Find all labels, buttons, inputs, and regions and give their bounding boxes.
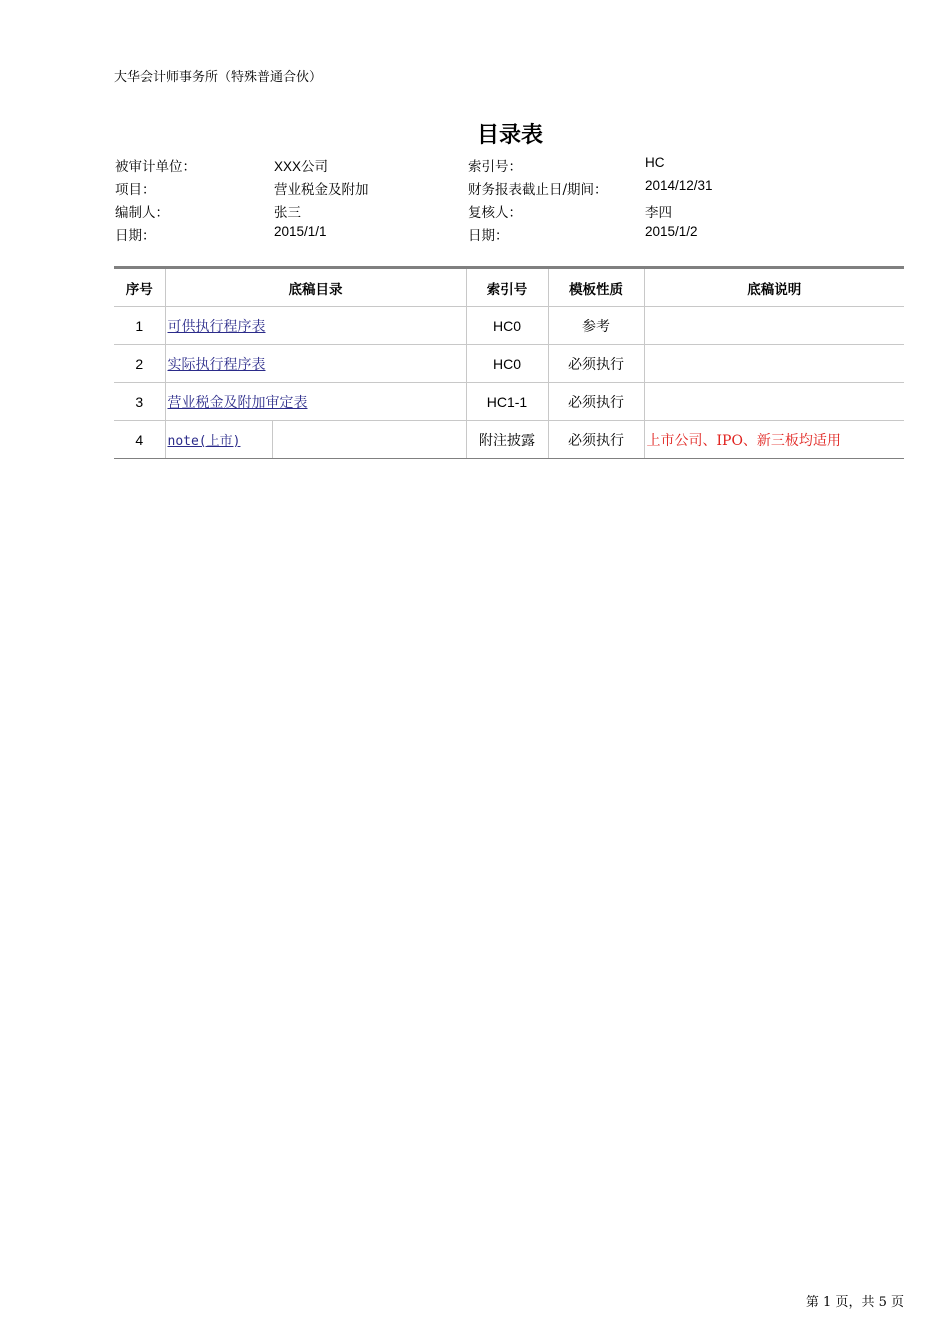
project-label: 项目：	[115, 182, 156, 198]
table-row	[114, 345, 904, 383]
row-nature: 必须执行	[548, 345, 644, 383]
row-nature: 参考	[548, 307, 644, 345]
workpaper-link[interactable]: note(上市)	[167, 434, 241, 449]
row-nature: 必须执行	[548, 421, 644, 459]
row-seq: 2	[114, 345, 165, 383]
page-footer: 第 1 页，共 5 页	[805, 1295, 904, 1310]
workpaper-link[interactable]: 实际执行程序表	[167, 356, 266, 373]
row-seq: 1	[114, 307, 165, 345]
date2-label: 日期：	[468, 228, 509, 244]
firm-name: 大华会计师事务所（特殊普通合伙）	[114, 70, 323, 85]
row-nature: 必须执行	[548, 383, 644, 421]
row-name	[165, 421, 272, 459]
reviewer-value: 李四	[645, 205, 672, 221]
auditee-label: 被审计单位：	[115, 159, 196, 175]
preparer-value: 张三	[274, 205, 301, 221]
row-name	[165, 383, 466, 421]
reviewer-label: 复核人：	[468, 205, 522, 221]
date2-value: 2015/1/2	[645, 224, 698, 239]
row-note: 上市公司、IPO、新三板均适用	[644, 421, 904, 459]
row-name	[165, 307, 466, 345]
header-index: 索引号	[466, 268, 548, 307]
index-label: 索引号：	[468, 159, 522, 175]
row-index: 附注披露	[466, 421, 548, 459]
index-value: HC	[645, 155, 665, 170]
project-value: 营业税金及附加	[274, 182, 369, 198]
table-header-row	[114, 268, 904, 307]
date-label: 日期：	[115, 228, 156, 244]
row-seq: 3	[114, 383, 165, 421]
workpaper-link[interactable]: 营业税金及附加审定表	[167, 394, 308, 411]
header-note: 底稿说明	[644, 268, 904, 307]
preparer-label: 编制人：	[115, 205, 169, 221]
header-name: 底稿目录	[165, 268, 466, 307]
period-label: 财务报表截止日/期间：	[468, 182, 608, 198]
header-seq: 序号	[114, 268, 165, 307]
row-name-blank	[272, 421, 466, 459]
header-nature: 模板性质	[548, 268, 644, 307]
row-seq: 4	[114, 421, 165, 459]
table-row	[114, 307, 904, 345]
table-row	[114, 383, 904, 421]
row-note	[644, 383, 904, 421]
period-value: 2014/12/31	[645, 178, 713, 193]
workpaper-link[interactable]: 可供执行程序表	[167, 318, 266, 335]
row-index: HC1-1	[466, 383, 548, 421]
row-index: HC0	[466, 307, 548, 345]
row-index: HC0	[466, 345, 548, 383]
row-note	[644, 307, 904, 345]
table-row	[114, 421, 904, 459]
auditee-value: XXX公司	[274, 159, 329, 174]
row-note	[644, 345, 904, 383]
catalog-table	[114, 266, 904, 459]
date-value: 2015/1/1	[274, 224, 327, 239]
page-title: 目录表	[476, 123, 543, 148]
row-name	[165, 345, 466, 383]
